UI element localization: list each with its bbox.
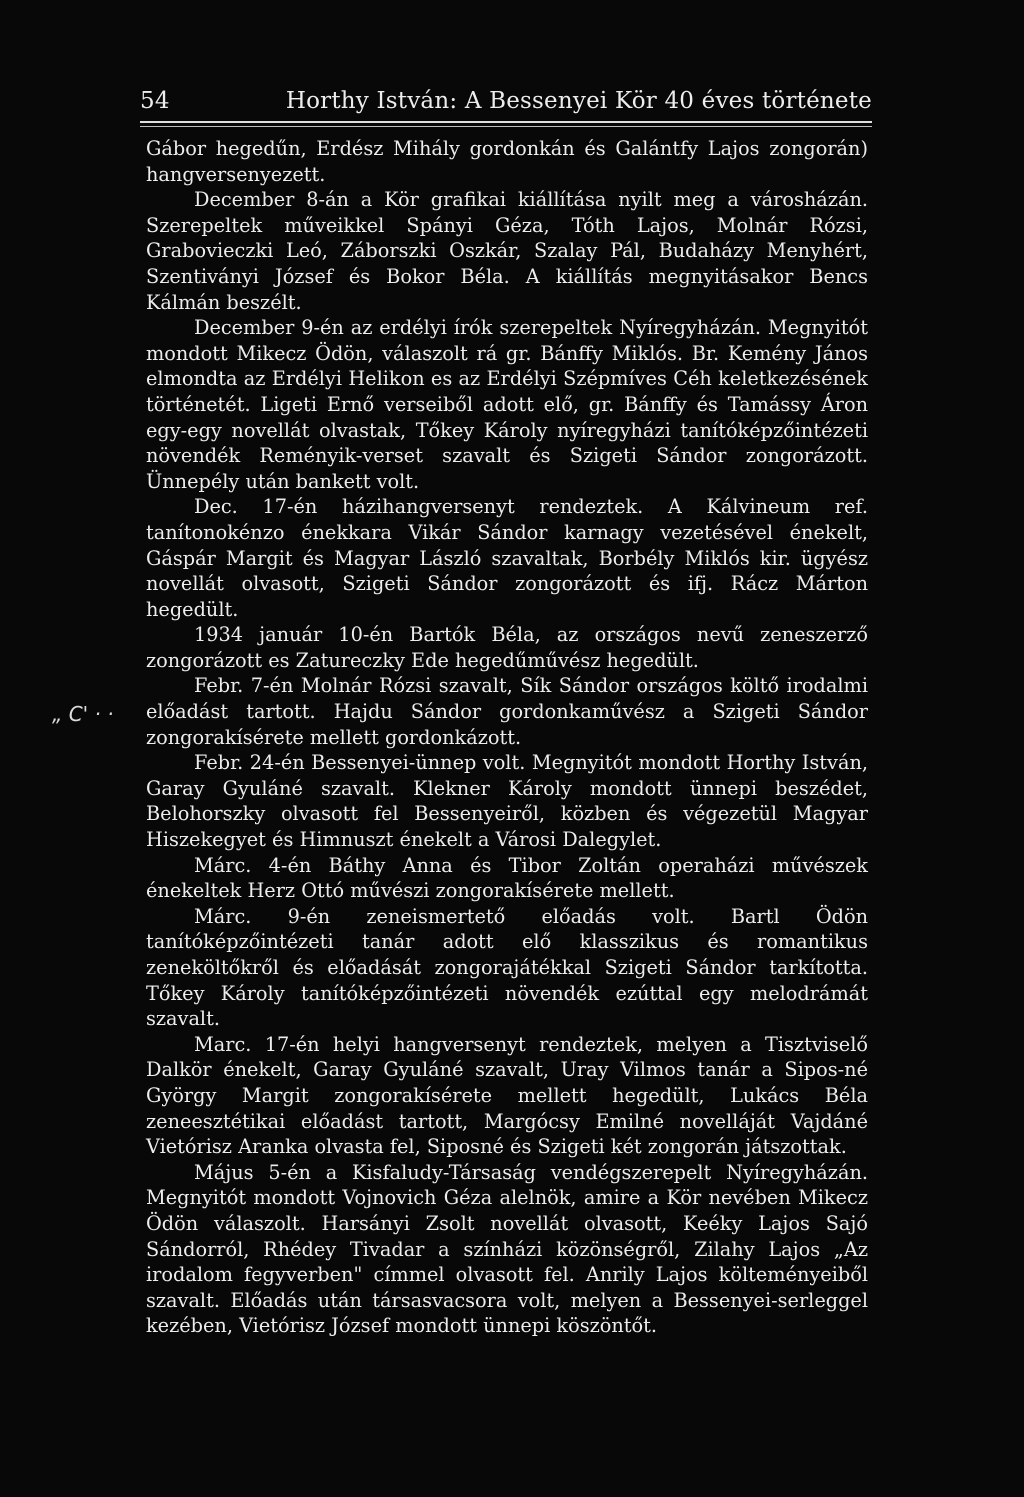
body-text [146,136,868,1339]
margin-note: „ C' · · [52,702,114,726]
running-title: Horthy István: A Bessenyei Kör 40 éves története [285,88,872,114]
header-rule [140,121,872,123]
header-rule-thin [140,126,872,127]
paragraph: Marc. 17-én helyi hangversenyt rendeztek, melyen a Tisztviselő Dalkör énekelt, Garay Gyuláné szavalt, Uray Vilmos tanár a Sipos-né György Margit zongorakísérete mellett hegedült, Lukács Béla zeneesztétikai előadást tartott, Margócsy Emilné novelláját Vajdáné Vietórisz Aranka olvasta fel, Siposné és Szigeti két zongorán játszottak. [146,1032,868,1159]
paragraph: Dec. 17-én házihangversenyt rendeztek. A Kálvineum ref. tanítonokénzo énekkara Vikár Sándor karnagy vezetésével énekelt, Gáspár Margit és Magyar László szavaltak, Borbély Miklós kir. ügyész novellát olvasott, Szigeti Sándor zongorázott és ifj. Rácz Márton hegedült. [146,495,868,621]
paragraph: Febr. 7-én Molnár Rózsi szavalt, Sík Sándor országos költő irodalmi előadást tartott. Hajdu Sándor gordonkaművész a Szigeti Sándor zongorakísérete mellett gordonkázott. [146,674,868,749]
paragraph: December 8-án a Kör grafikai kiállítása nyilt meg a városházán. Szerepeltek műveikkel Spányi Géza, Tóth Lajos, Molnár Rózsi, Grabovieczki Leó, Záborszki Oszkár, Szalay Pál, Budaházy Menyhért, Szentiványi József és Bokor Béla. A kiállítás megnyitásakor Bencs Kálmán beszélt. [146,188,868,314]
running-head [140,88,872,114]
paragraph: Márc. 9-én zeneismertető előadás volt. Bartl Ödön tanítóképzőintézeti tanár adott elő klasszikus és romantikus zeneköltőkről és előadását zongorajátékkal Szigeti Sándor tarkította. Tőkey Károly tanítóképzőintézeti növendék ezúttal egy melodrámát szavalt. [146,904,868,1031]
paragraph: December 9-én az erdélyi írók szerepeltek Nyíregyházán. Megnyitót mondott Mikecz Ödön, válaszolt rá gr. Bánffy Miklós. Br. Kemény János elmondta az Erdélyi Helikon es az Erdélyi Szépmíves Céh keletkezésének történetét. Ligeti Ernő verseiből adott elő, gr. Bánffy és Tamássy Áron egy-egy novellát olvastak, Tőkey Károly nyíregyházi tanítóképzőintézeti növendék Reményik-verset szavalt és Szigeti Sándor zongorázott. Ünnepély után bankett volt. [146,316,868,493]
paragraph: Gábor hegedűn, Erdész Mihály gordonkán és Galántfy Lajos zongorán) hangversenyezett. [146,137,868,186]
paragraph: 1934 január 10-én Bartók Béla, az országos nevű zeneszerző zongorázott es Zatureczky Ede hegedűművész hegedült. [146,623,868,672]
paragraph: Május 5-én a Kisfaludy-Társaság vendégszerepelt Nyíregyházán. Megnyitót mondott Vojnovich Géza alelnök, amire a Kör nevében Mikecz Ödön válaszolt. Harsányi Zsolt novellát olvasott, Keéky Lajos Sajó Sándorról, Rhédey Tivadar a színházi közönségről, Zilahy Lajos „Az irodalom fegyverben" címmel olvasott fel. Anrily Lajos költeményeiből szavalt. Előadás után társasvacsora volt, melyen a Bessenyei-serleggel kezében, Vietórisz József mondott ünnepi köszöntőt. [146,1160,868,1338]
paragraph: Febr. 24-én Bessenyei-ünnep volt. Megnyitót mondott Horthy István, Garay Gyuláné szavalt. Klekner Károly mondott ünnepi beszédet, Belohorszky olvasott fel Bessenyeiről, közben és végezetül Magyar Hiszekegyet és Himnuszt énekelt a Városi Dalegylet. [146,751,868,852]
paragraph: Márc. 4-én Báthy Anna és Tibor Zoltán operaházi művészek énekeltek Herz Ottó művészi zongorakísérete mellett. [146,853,868,903]
page-number: 54 [140,88,170,114]
